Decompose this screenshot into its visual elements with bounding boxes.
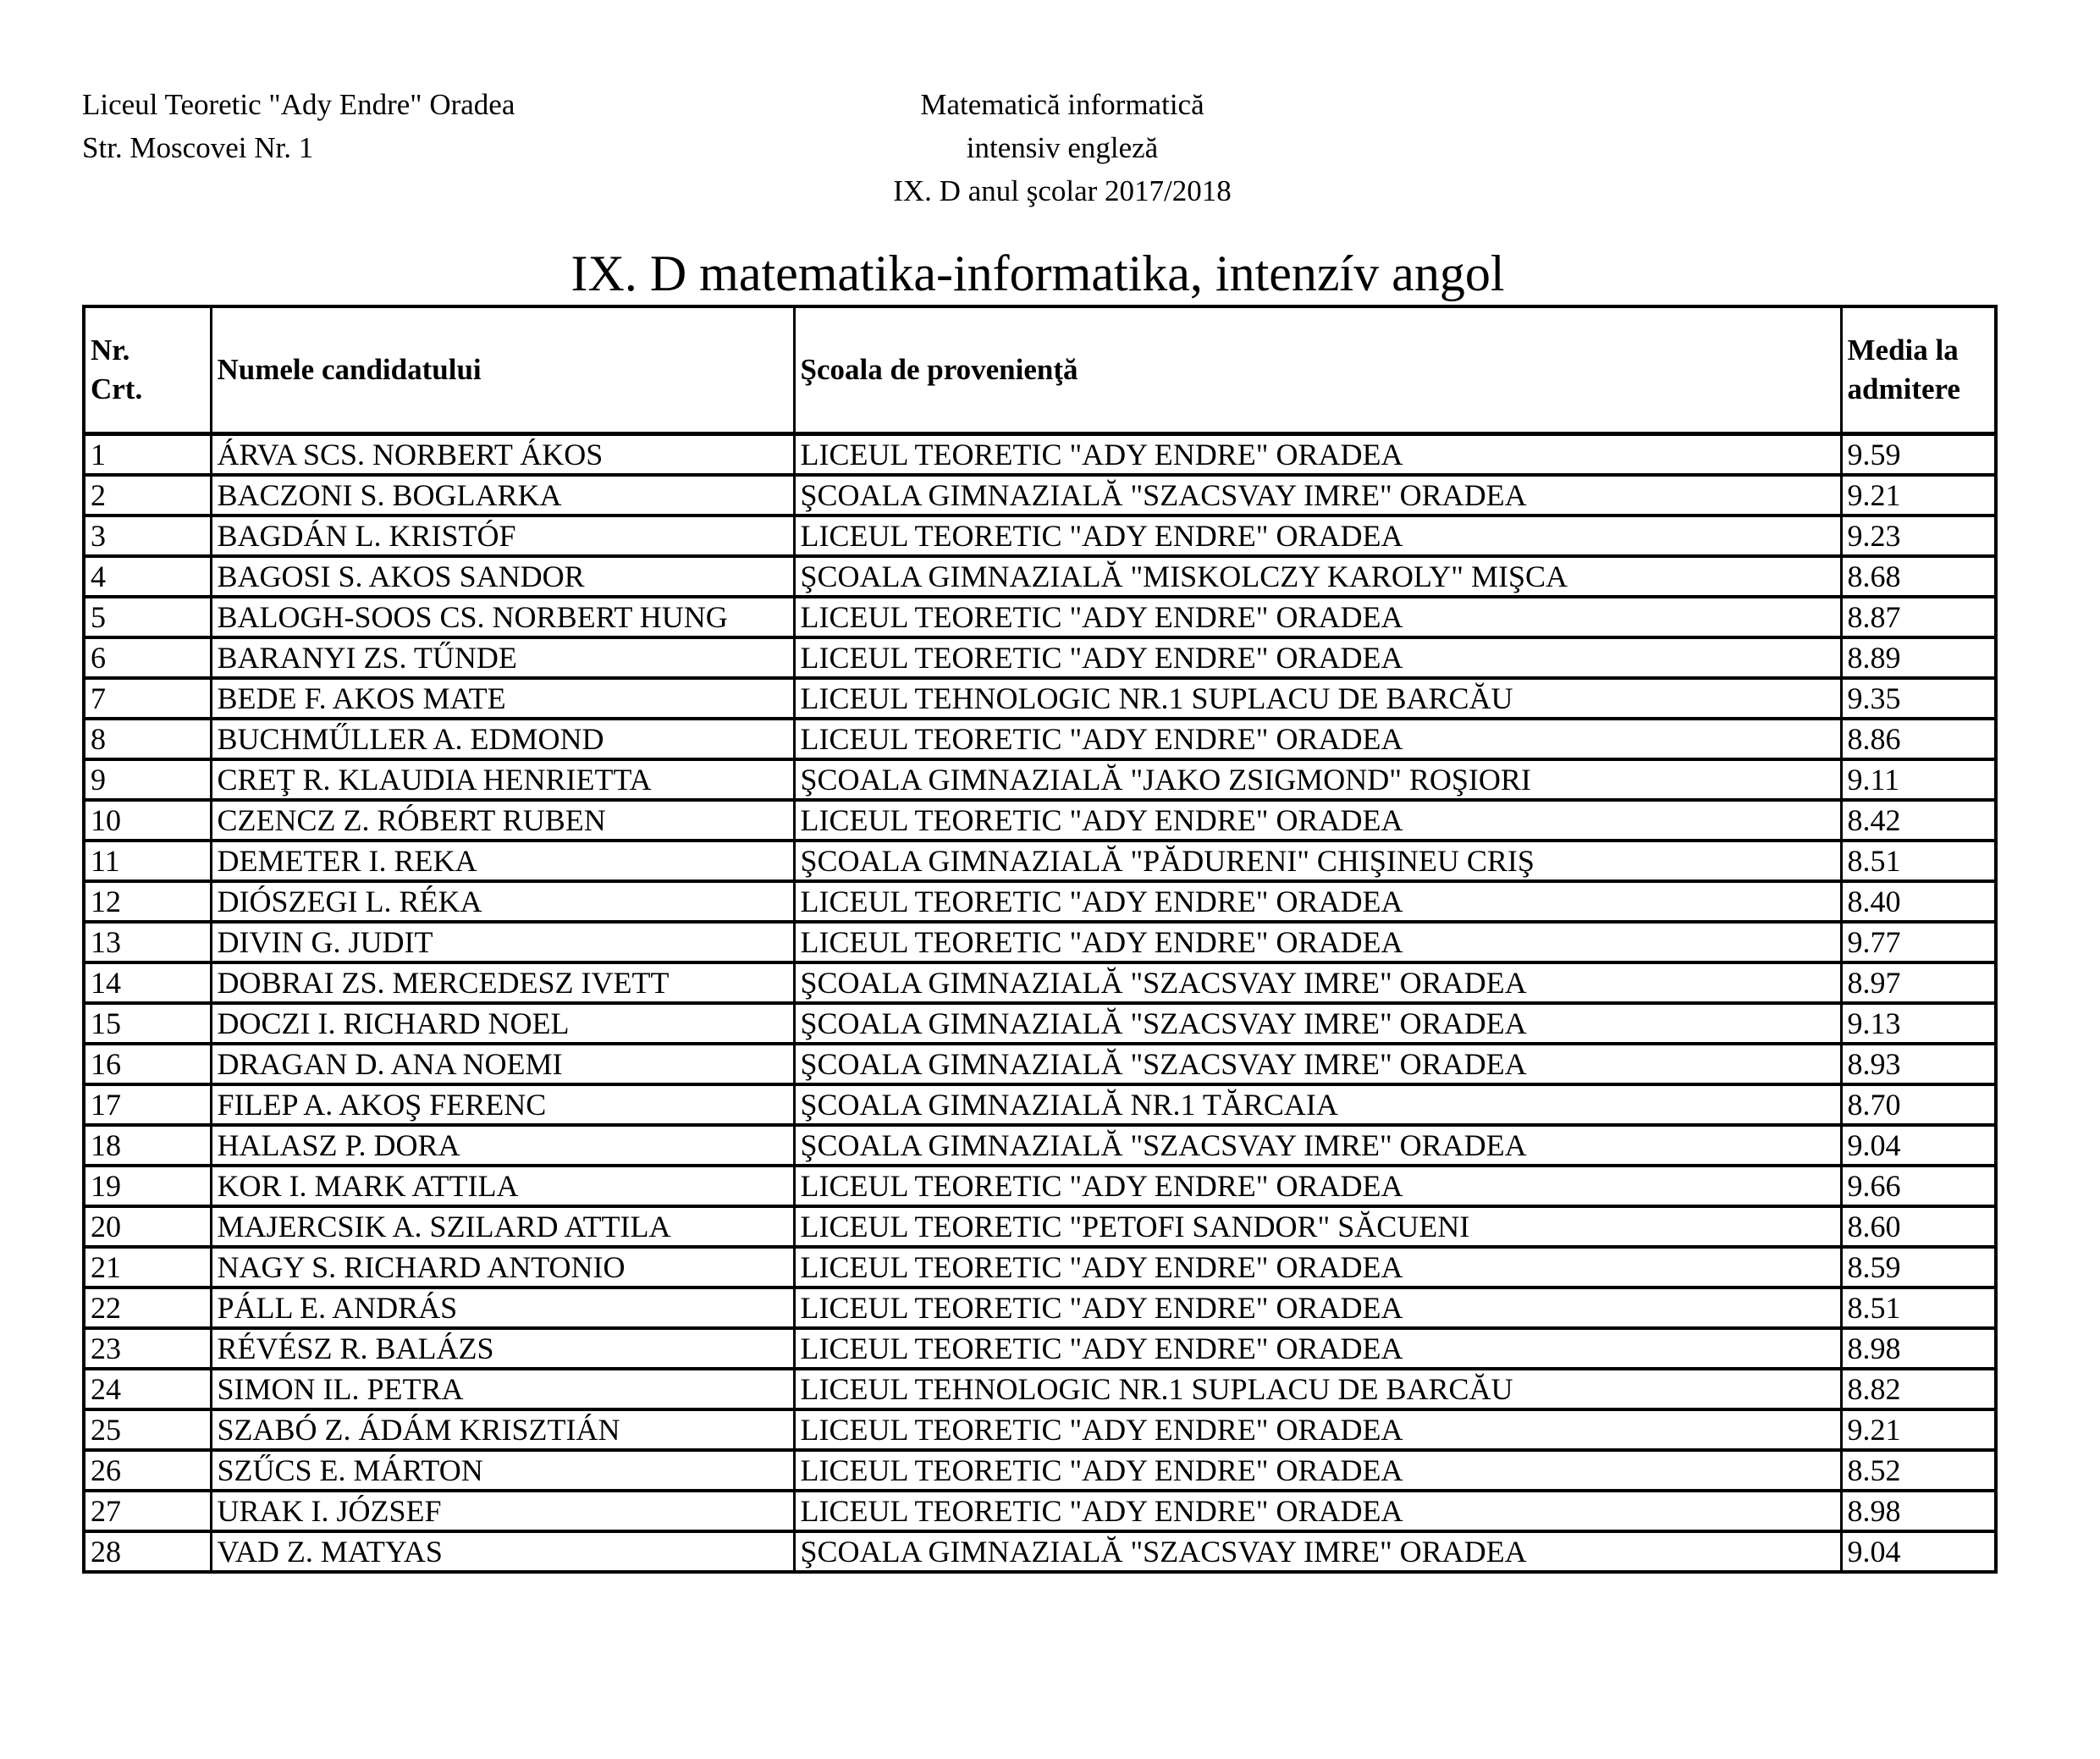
row-number-cell: 19 (84, 1166, 211, 1206)
candidate-name-cell: MAJERCSIK A. SZILARD ATTILA (211, 1206, 794, 1247)
candidate-name-cell: HALASZ P. DORA (211, 1125, 794, 1166)
candidate-name-cell: NAGY S. RICHARD ANTONIO (211, 1247, 794, 1288)
school-cell: ŞCOALA GIMNAZIALĂ "SZACSVAY IMRE" ORADEA (794, 962, 1841, 1003)
row-number-cell: 21 (84, 1247, 211, 1288)
column-header-school: Şcoala de provenienţă (794, 306, 1841, 434)
table-row (84, 841, 1996, 881)
table-row (84, 556, 1996, 597)
school-header (82, 83, 515, 169)
candidate-name-cell: BAGOSI S. AKOS SANDOR (211, 556, 794, 597)
admission-average-cell: 9.59 (1841, 434, 1996, 476)
table-row (84, 678, 1996, 719)
admission-average-cell: 9.23 (1841, 516, 1996, 556)
admission-average-cell: 8.97 (1841, 962, 1996, 1003)
column-header-nr: Nr. Crt. (84, 306, 211, 434)
candidate-name-cell: CREŢ R. KLAUDIA HENRIETTA (211, 759, 794, 800)
school-cell: LICEUL TEORETIC "ADY ENDRE" ORADEA (794, 1491, 1841, 1531)
candidate-name-cell: SIMON IL. PETRA (211, 1369, 794, 1409)
table-row (84, 1288, 1996, 1328)
row-number-cell: 17 (84, 1084, 211, 1125)
row-number-cell: 18 (84, 1125, 211, 1166)
table-row (84, 1084, 1996, 1125)
admission-average-cell: 9.11 (1841, 759, 1996, 800)
candidate-name-cell: SZABÓ Z. ÁDÁM KRISZTIÁN (211, 1409, 794, 1450)
row-number-cell: 24 (84, 1369, 211, 1409)
school-cell: LICEUL TEORETIC "ADY ENDRE" ORADEA (794, 434, 1841, 476)
admission-average-cell: 8.60 (1841, 1206, 1996, 1247)
candidate-name-cell: DEMETER I. REKA (211, 841, 794, 881)
row-number-cell: 1 (84, 434, 211, 476)
row-number-cell: 22 (84, 1288, 211, 1328)
candidate-name-cell: FILEP A. AKOŞ FERENC (211, 1084, 794, 1125)
row-number-cell: 6 (84, 637, 211, 678)
row-number-cell: 20 (84, 1206, 211, 1247)
row-number-cell: 10 (84, 800, 211, 841)
school-cell: ŞCOALA GIMNAZIALĂ "PĂDURENI" CHIŞINEU CRIŞ (794, 841, 1841, 881)
admission-average-cell: 9.04 (1841, 1531, 1996, 1572)
candidate-name-cell: URAK I. JÓZSEF (211, 1491, 794, 1531)
row-number-cell: 13 (84, 922, 211, 962)
row-number-cell: 15 (84, 1003, 211, 1044)
admission-average-cell: 8.87 (1841, 597, 1996, 637)
column-header-media: Media la admitere (1841, 306, 1996, 434)
table-row (84, 1125, 1996, 1166)
school-address: Str. Moscovei Nr. 1 (82, 131, 314, 164)
table-row (84, 922, 1996, 962)
row-number-cell: 3 (84, 516, 211, 556)
table-row (84, 962, 1996, 1003)
admission-average-cell: 8.82 (1841, 1369, 1996, 1409)
candidate-name-cell: RÉVÉSZ R. BALÁZS (211, 1328, 794, 1369)
row-number-cell: 16 (84, 1044, 211, 1084)
school-name: Liceul Teoretic "Ady Endre" Oradea (82, 88, 515, 121)
admission-average-cell: 9.66 (1841, 1166, 1996, 1206)
row-number-cell: 23 (84, 1328, 211, 1369)
table-row (84, 1491, 1996, 1531)
candidate-name-cell: BACZONI S. BOGLARKA (211, 475, 794, 516)
school-cell: LICEUL TEORETIC "ADY ENDRE" ORADEA (794, 1288, 1841, 1328)
candidate-name-cell: ÁRVA SCS. NORBERT ÁKOS (211, 434, 794, 476)
candidate-name-cell: DOCZI I. RICHARD NOEL (211, 1003, 794, 1044)
table-header-row (84, 306, 1996, 434)
school-cell: LICEUL TEORETIC "ADY ENDRE" ORADEA (794, 516, 1841, 556)
table-body (84, 434, 1996, 1573)
admission-average-cell: 9.21 (1841, 475, 1996, 516)
table-row (84, 1328, 1996, 1369)
candidate-name-cell: BEDE F. AKOS MATE (211, 678, 794, 719)
admission-average-cell: 9.13 (1841, 1003, 1996, 1044)
row-number-cell: 27 (84, 1491, 211, 1531)
school-cell: LICEUL TEORETIC "ADY ENDRE" ORADEA (794, 1409, 1841, 1450)
table-row (84, 759, 1996, 800)
class-header (724, 83, 1401, 212)
row-number-cell: 2 (84, 475, 211, 516)
candidate-name-cell: BUCHMŰLLER A. EDMOND (211, 719, 794, 759)
admission-average-cell: 9.35 (1841, 678, 1996, 719)
table-row (84, 881, 1996, 922)
admission-average-cell: 9.04 (1841, 1125, 1996, 1166)
school-cell: LICEUL TEORETIC "ADY ENDRE" ORADEA (794, 597, 1841, 637)
admission-average-cell: 8.93 (1841, 1044, 1996, 1084)
table-row (84, 434, 1996, 476)
admission-average-cell: 9.21 (1841, 1409, 1996, 1450)
page-title: IX. D matematika-informatika, intenzív angol (570, 245, 1505, 301)
school-cell: LICEUL TEHNOLOGIC NR.1 SUPLACU DE BARCĂU (794, 1369, 1841, 1409)
row-number-cell: 9 (84, 759, 211, 800)
school-cell: ŞCOALA GIMNAZIALĂ "SZACSVAY IMRE" ORADEA (794, 475, 1841, 516)
candidate-name-cell: CZENCZ Z. RÓBERT RUBEN (211, 800, 794, 841)
admission-average-cell: 8.89 (1841, 637, 1996, 678)
school-cell: LICEUL TEORETIC "ADY ENDRE" ORADEA (794, 719, 1841, 759)
admission-average-cell: 8.51 (1841, 841, 1996, 881)
admission-average-cell: 8.59 (1841, 1247, 1996, 1288)
admission-average-cell: 8.70 (1841, 1084, 1996, 1125)
admission-average-cell: 8.40 (1841, 881, 1996, 922)
class-profile: Matematică informatică (920, 88, 1204, 121)
school-cell: LICEUL TEORETIC "ADY ENDRE" ORADEA (794, 881, 1841, 922)
school-cell: LICEUL TEORETIC "ADY ENDRE" ORADEA (794, 1166, 1841, 1206)
row-number-cell: 12 (84, 881, 211, 922)
school-cell: ŞCOALA GIMNAZIALĂ "SZACSVAY IMRE" ORADEA (794, 1003, 1841, 1044)
admission-average-cell: 9.77 (1841, 922, 1996, 962)
row-number-cell: 25 (84, 1409, 211, 1450)
school-cell: LICEUL TEORETIC "ADY ENDRE" ORADEA (794, 922, 1841, 962)
row-number-cell: 28 (84, 1531, 211, 1572)
candidate-name-cell: DRAGAN D. ANA NOEMI (211, 1044, 794, 1084)
school-cell: LICEUL TEORETIC "ADY ENDRE" ORADEA (794, 800, 1841, 841)
school-cell: LICEUL TEORETIC "ADY ENDRE" ORADEA (794, 1450, 1841, 1491)
admission-average-cell: 8.51 (1841, 1288, 1996, 1328)
admission-average-cell: 8.86 (1841, 719, 1996, 759)
admission-average-cell: 8.98 (1841, 1491, 1996, 1531)
admission-average-cell: 8.98 (1841, 1328, 1996, 1369)
school-cell: ŞCOALA GIMNAZIALĂ "MISKOLCZY KAROLY" MIŞCA (794, 556, 1841, 597)
school-cell: ŞCOALA GIMNAZIALĂ NR.1 TĂRCAIA (794, 1084, 1841, 1125)
candidate-name-cell: DIÓSZEGI L. RÉKA (211, 881, 794, 922)
row-number-cell: 14 (84, 962, 211, 1003)
school-cell: ŞCOALA GIMNAZIALĂ "SZACSVAY IMRE" ORADEA (794, 1044, 1841, 1084)
candidate-name-cell: KOR I. MARK ATTILA (211, 1166, 794, 1206)
table-row (84, 637, 1996, 678)
table-row (84, 475, 1996, 516)
school-cell: LICEUL TEORETIC "ADY ENDRE" ORADEA (794, 1247, 1841, 1288)
table-row (84, 1409, 1996, 1450)
admission-average-cell: 8.68 (1841, 556, 1996, 597)
table-row (84, 1247, 1996, 1288)
candidate-name-cell: BALOGH-SOOS CS. NORBERT HUNG (211, 597, 794, 637)
candidate-name-cell: VAD Z. MATYAS (211, 1531, 794, 1572)
admission-average-cell: 8.42 (1841, 800, 1996, 841)
admission-average-cell: 8.52 (1841, 1450, 1996, 1491)
table-row (84, 516, 1996, 556)
class-school-year: IX. D anul şcolar 2017/2018 (893, 174, 1232, 207)
school-cell: ŞCOALA GIMNAZIALĂ "JAKO ZSIGMOND" ROŞIORI (794, 759, 1841, 800)
row-number-cell: 26 (84, 1450, 211, 1491)
candidate-name-cell: BAGDÁN L. KRISTÓF (211, 516, 794, 556)
table-row (84, 719, 1996, 759)
row-number-cell: 4 (84, 556, 211, 597)
table-row (84, 800, 1996, 841)
row-number-cell: 7 (84, 678, 211, 719)
row-number-cell: 5 (84, 597, 211, 637)
table-row (84, 1450, 1996, 1491)
school-cell: ŞCOALA GIMNAZIALĂ "SZACSVAY IMRE" ORADEA (794, 1125, 1841, 1166)
table-row (84, 1369, 1996, 1409)
class-language: intensiv engleză (966, 131, 1159, 164)
candidate-name-cell: BARANYI ZS. TŰNDE (211, 637, 794, 678)
school-cell: LICEUL TEORETIC "PETOFI SANDOR" SĂCUENI (794, 1206, 1841, 1247)
school-cell: ŞCOALA GIMNAZIALĂ "SZACSVAY IMRE" ORADEA (794, 1531, 1841, 1572)
table-row (84, 1206, 1996, 1247)
candidate-name-cell: PÁLL E. ANDRÁS (211, 1288, 794, 1328)
school-cell: LICEUL TEORETIC "ADY ENDRE" ORADEA (794, 1328, 1841, 1369)
table-row (84, 1166, 1996, 1206)
candidate-name-cell: DOBRAI ZS. MERCEDESZ IVETT (211, 962, 794, 1003)
table-row (84, 597, 1996, 637)
column-header-name: Numele candidatului (211, 306, 794, 434)
table-row (84, 1003, 1996, 1044)
table-row (84, 1044, 1996, 1084)
table-row (84, 1531, 1996, 1572)
row-number-cell: 11 (84, 841, 211, 881)
school-cell: LICEUL TEHNOLOGIC NR.1 SUPLACU DE BARCĂU (794, 678, 1841, 719)
row-number-cell: 8 (84, 719, 211, 759)
school-cell: LICEUL TEORETIC "ADY ENDRE" ORADEA (794, 637, 1841, 678)
admission-table (82, 305, 1998, 1574)
candidate-name-cell: SZŰCS E. MÁRTON (211, 1450, 794, 1491)
candidate-name-cell: DIVIN G. JUDIT (211, 922, 794, 962)
